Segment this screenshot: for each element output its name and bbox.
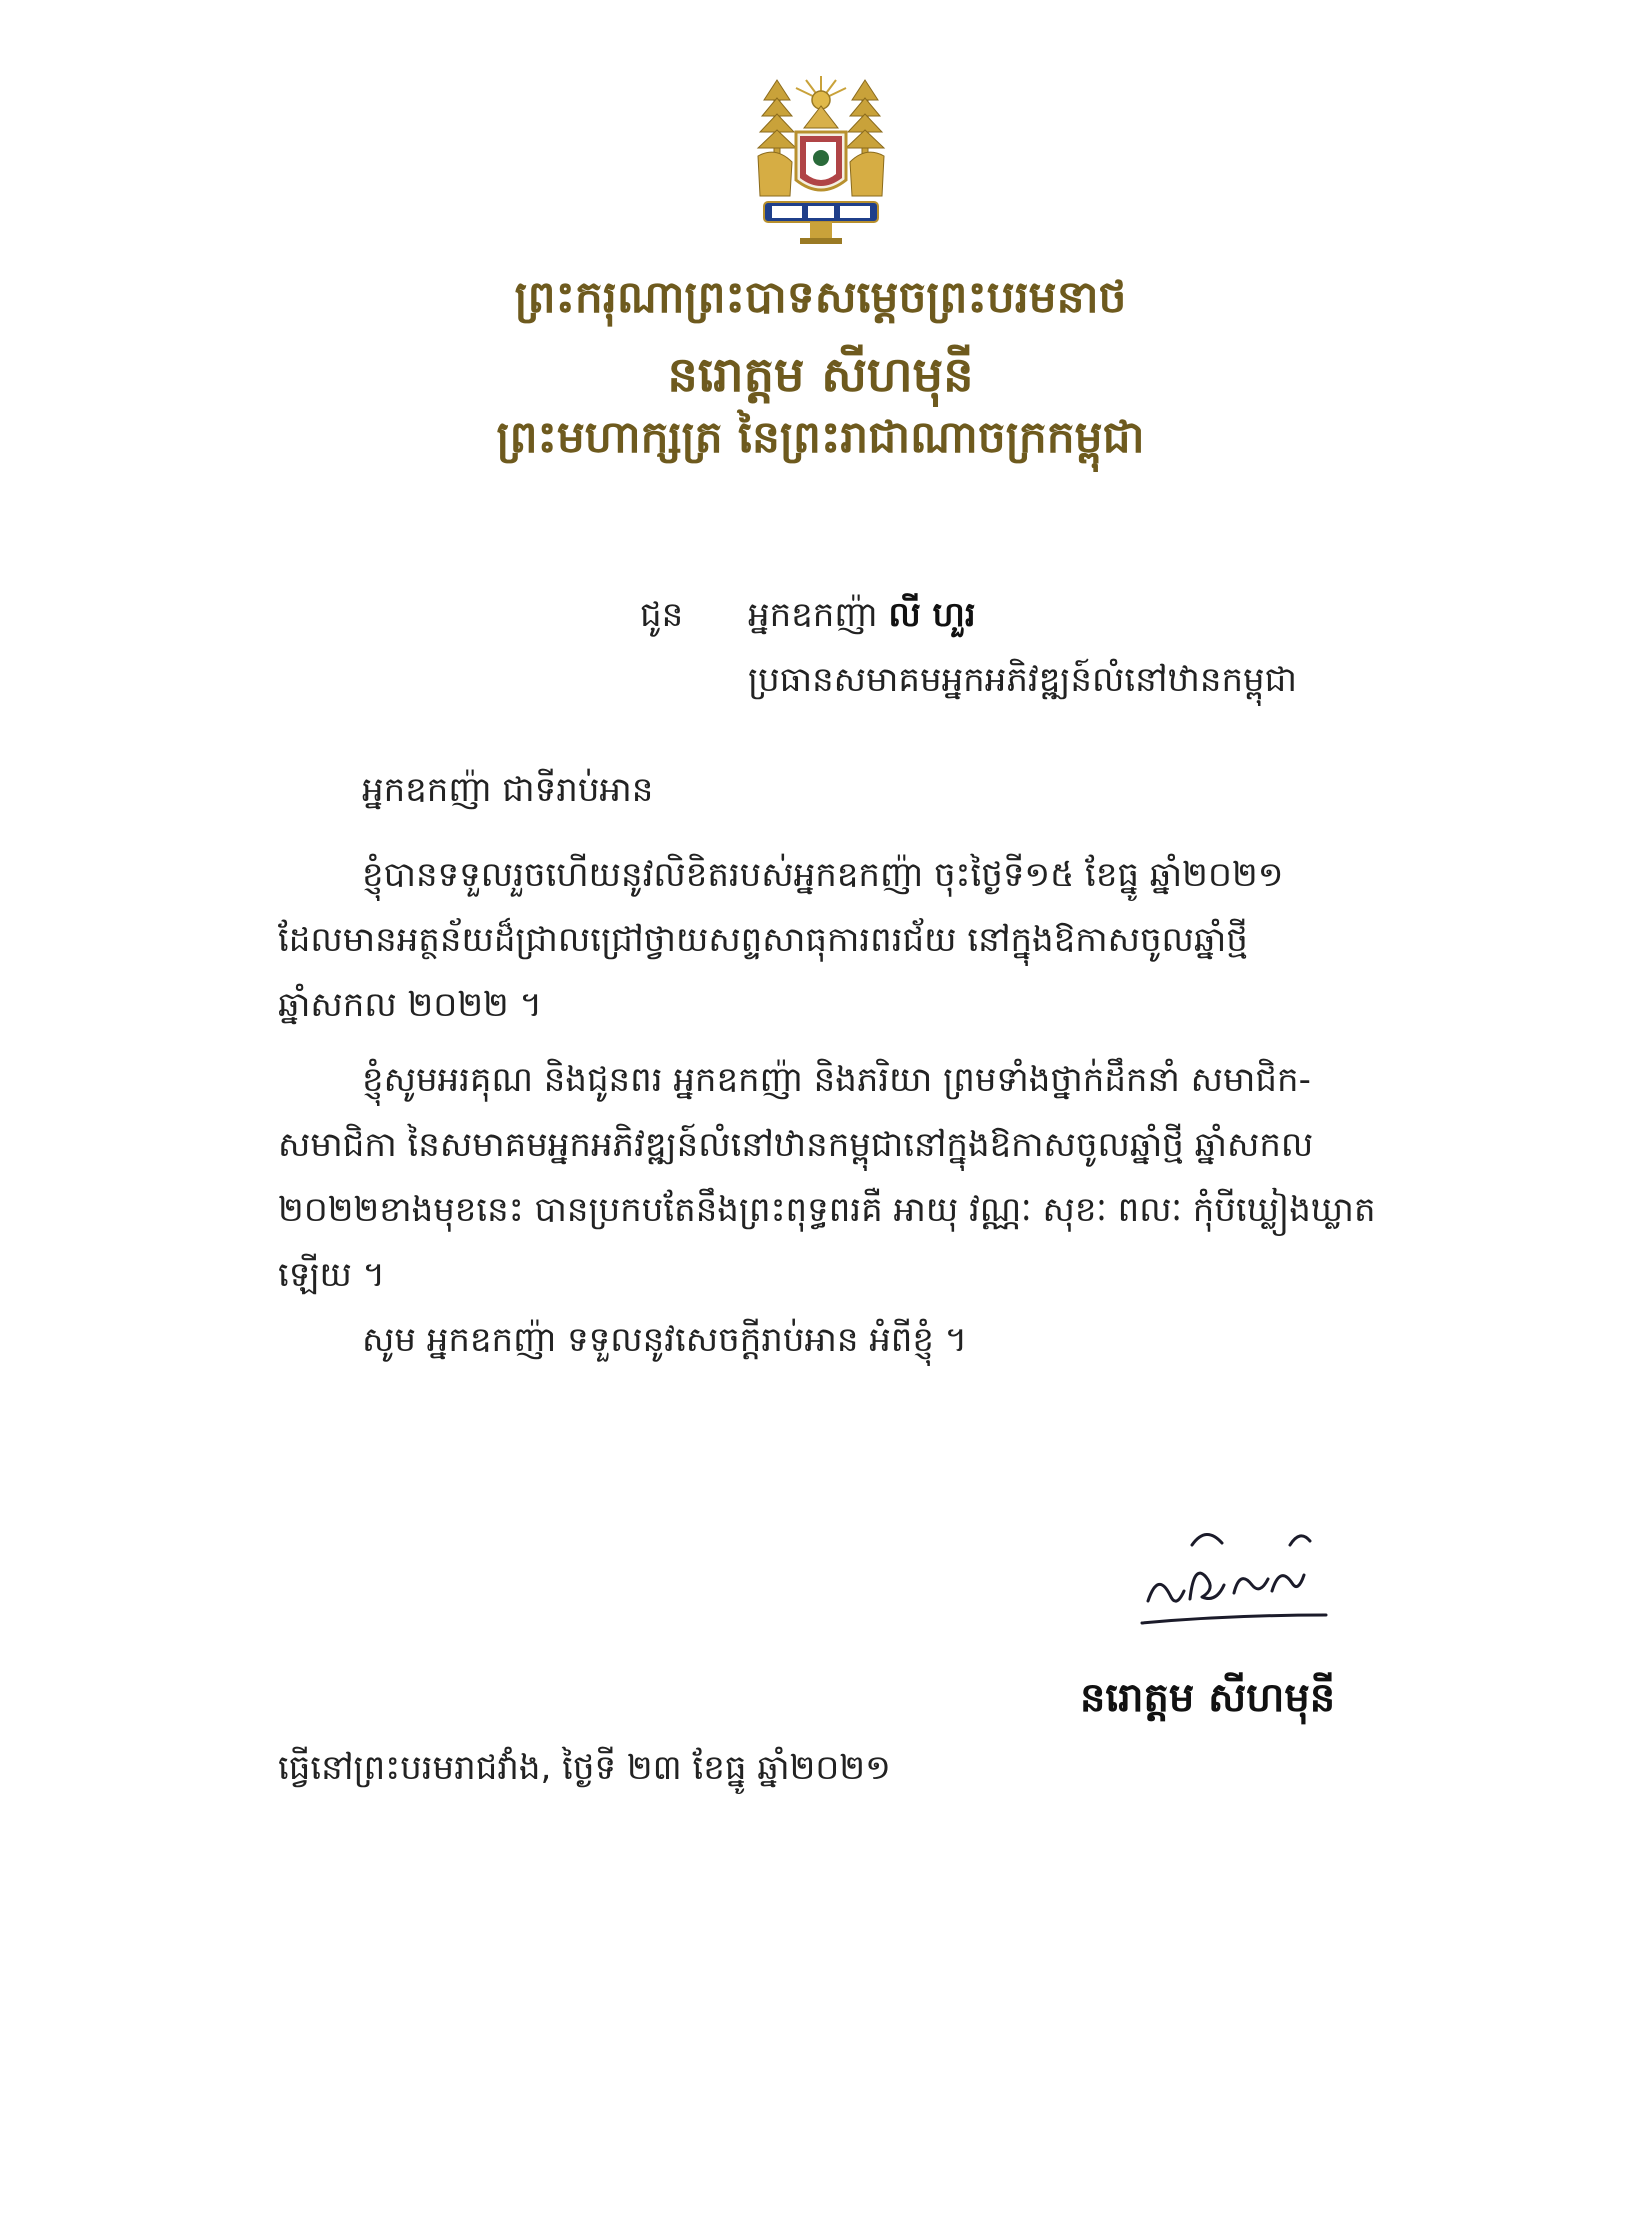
header-title-line2: នរោត្តម សីហមុនី [667, 347, 974, 403]
signer-name: នរោត្តម សីហមុនី [1080, 1674, 1336, 1721]
paragraph-1-line-3: ឆ្នាំសកល ២០២២ ។ [278, 985, 542, 1025]
royal-coat-of-arms-icon [738, 70, 904, 250]
salutation: អ្នកឧកញ៉ា ជាទីរាប់អាន [362, 770, 654, 810]
paragraph-2-line-2: សមាជិកា នៃសមាគមអ្នកអភិវឌ្ឍន៍លំនៅឋានកម្ពុជានៅក្នុងឱកាសចូលឆ្នាំថ្មី ឆ្នាំសកល [278, 1125, 1314, 1165]
recipient-title: ប្រធានសមាគមអ្នកអភិវឌ្ឍន៍លំនៅឋានកម្ពុជា [748, 660, 1298, 700]
closing-line: សូម អ្នកឧកញ៉ា ទទួលនូវសេចក្តីរាប់អាន អំពីខ្ញុំ ។ [362, 1320, 968, 1360]
recipient-label: ជូន [640, 595, 684, 635]
paragraph-1-line-1: ខ្ញុំបានទទួលរួចហើយនូវលិខិតរបស់អ្នកឧកញ៉ា ចុះថ្ងៃទី១៥ ខែធ្នូ ឆ្នាំ២០២១ [362, 855, 1284, 895]
header-title-line1: ព្រះករុណាព្រះបាទសម្ដេចព្រះបរមនាថ [514, 272, 1127, 323]
header-title-line3: ព្រះមហាក្សត្រ នៃព្រះរាជាណាចក្រកម្ពុជា [496, 412, 1145, 463]
recipient-name-line [748, 585, 976, 645]
recipient-name: លី ហួរ [888, 595, 976, 635]
handwritten-signature [1130, 1515, 1340, 1635]
date-line: ធ្វើនៅព្រះបរមរាជវាំង, ថ្ងៃទី ២៣ ខែធ្នូ ឆ្នាំ២០២១ [278, 1748, 891, 1788]
recipient-honorific: អ្នកឧកញ៉ា [748, 595, 878, 635]
paragraph-2-line-3: ២០២២ខាងមុខនេះ បានប្រកបតែនឹងព្រះពុទ្ធពរគឺ អាយុ វណ្ណៈ សុខៈ ពលៈ កុំបីឃ្លៀងឃ្លាត [278, 1190, 1376, 1230]
paragraph-2-line-4: ឡើយ ។ [278, 1255, 386, 1295]
paragraph-1-line-2: ដែលមានអត្ថន័យដ៏ជ្រាលជ្រៅថ្វាយសព្ទសាធុការពរជ័យ នៅក្នុងឱកាសចូលឆ្នាំថ្មី [278, 920, 1248, 960]
paragraph-2-line-1: ខ្ញុំសូមអរគុណ និងជូនពរ អ្នកឧកញ៉ា និងភរិយា ព្រមទាំងថ្នាក់ដឹកនាំ សមាជិក- [362, 1060, 1311, 1100]
